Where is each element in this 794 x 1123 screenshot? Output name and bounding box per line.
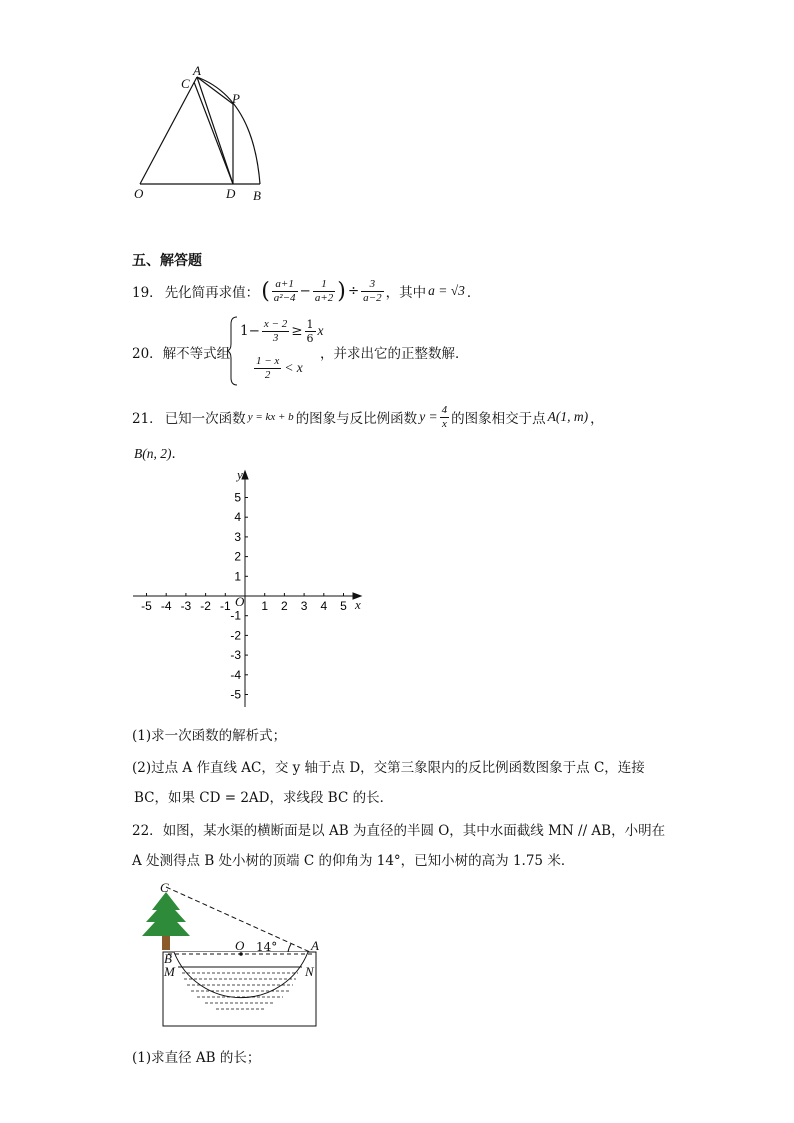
q20-ineq2-frac [254, 355, 281, 382]
fig2-label-N: N [305, 964, 314, 979]
x-tick-label: 5 [340, 599, 347, 613]
q19-number: 19． [132, 285, 163, 301]
fig1-label-P: P [232, 91, 240, 106]
x-tick-label: 3 [300, 599, 308, 613]
q22-line2: A 处测得点 B 处小树的顶端 C 的仰角为 14°，已知小树的高为 1.75 米． [132, 853, 575, 869]
q21-text3: 的图象相交于点 [451, 411, 546, 427]
x-tick-label: 2 [281, 599, 288, 613]
q20-ineq1-var: x [317, 323, 324, 338]
y-tick-label: -5 [230, 687, 241, 702]
fig2-label-M: M [164, 964, 175, 979]
q21-comma: ， [590, 411, 604, 427]
x-tick-label: -4 [160, 599, 172, 613]
fig2-angle: 14° [256, 940, 278, 954]
q22-sub1: (1)求直径 AB 的长； [132, 1050, 261, 1066]
q20-suffix: ，并求出它的正整数解． [320, 346, 469, 362]
origin-label: O [235, 594, 245, 609]
x-tick-label: -5 [141, 599, 152, 613]
paren-open: ( [261, 278, 270, 304]
q20-ineq1-fden: 3 [272, 331, 279, 344]
line-AP [197, 77, 233, 104]
x-tick-label: -3 [180, 599, 192, 613]
question-21 [132, 402, 604, 432]
q22-line1-text: 如图，某水渠的横断面是以 AB 为直径的半圆 O，其中水面截线 MN // AB，小明在 [162, 823, 666, 839]
q20-brace [227, 316, 239, 386]
fig1-label-C: C [181, 76, 190, 91]
q19-prefix: 先化简再求值： [164, 285, 260, 301]
q20-ineq1-rnum: 1 [306, 317, 314, 331]
q21-linear: y = kx + b [247, 411, 294, 423]
q20-ineq2-fnum: 1 − x [256, 354, 280, 367]
q20-ineq1-rfrac [305, 318, 316, 345]
y-tick-label: -4 [230, 667, 241, 682]
question-19 [132, 276, 480, 306]
y-tick-label: -1 [230, 608, 241, 623]
fig2-label-O: O [235, 938, 245, 953]
q21-recip-num: 4 [441, 403, 448, 416]
y-tick-label: 1 [234, 569, 241, 584]
q19-fraction-1 [272, 278, 298, 305]
channel-figure [130, 880, 330, 1030]
line-CD [194, 82, 233, 184]
x-axis-label: x [355, 597, 361, 612]
q21-sub2-line1: (2)过点 A 作直线 AC，交 y 轴于点 D，交第三象限内的反比例函数图象于点 C，连接 [132, 760, 645, 776]
x-tick-label: 4 [320, 599, 328, 613]
q20-inequality-2 [254, 353, 303, 383]
q21-recip-frac [440, 404, 450, 431]
q19-f2-num: 1 [313, 278, 335, 292]
q21-line2 [134, 442, 185, 462]
q20-ineq1-fnum: x − 2 [263, 317, 288, 330]
q19-f2-den: a+2 [314, 291, 334, 304]
q19-f3-den: a−2 [363, 291, 382, 304]
q20-ineq1-rden: 6 [306, 331, 314, 345]
q20-ineq1-rel: ≥ [291, 323, 303, 339]
y-tick-label: 3 [234, 529, 241, 544]
q21-number: 21． [132, 411, 163, 427]
fig2-label-C: C [160, 880, 169, 895]
y-tick-label: 2 [234, 549, 241, 564]
angle-arc [288, 944, 291, 952]
q19-suffix: ，其中 [385, 285, 427, 301]
q21-recip-y: y = [419, 409, 438, 424]
line-OA [140, 77, 197, 184]
q21-sub1: (1)求一次函数的解析式； [132, 728, 287, 744]
x-tick-label: -2 [200, 599, 211, 613]
q21-text1: 已知一次函数 [164, 411, 246, 427]
y-axis-label: y [237, 467, 243, 482]
fig1-label-B: B [253, 188, 261, 203]
y-tick-label: 4 [234, 510, 241, 525]
q19-f1-den: a²−4 [273, 291, 296, 304]
y-tick-label: -3 [230, 648, 241, 663]
q19-fraction-3 [361, 278, 383, 305]
fig1-label-D: D [226, 186, 236, 201]
q19-f3-num: 3 [361, 278, 383, 292]
q21-pointB: B(n, 2) [134, 446, 172, 461]
fig2-label-B: B [164, 951, 172, 966]
q20-ineq1-left: 1− [240, 323, 260, 339]
q19-div: ÷ [347, 283, 360, 299]
q20-ineq2-rel: < x [284, 360, 303, 375]
q20-number-prefix [132, 342, 230, 362]
y-tick-label: -2 [230, 628, 241, 643]
arc-AB [197, 77, 260, 184]
y-tick-label: 5 [234, 490, 241, 505]
fig1-label-O: O [134, 186, 144, 201]
q20-ineq1-frac [262, 318, 289, 345]
x-tick-label: -1 [219, 599, 231, 613]
q20-prefix: 解不等式组 [162, 346, 231, 362]
section-heading: 五、解答题 [132, 253, 202, 269]
tree-icon [142, 892, 190, 950]
q21-pointA: A(1, m) [547, 409, 589, 424]
x-tick-label: 1 [261, 599, 269, 613]
q21-end: ． [171, 446, 185, 462]
q19-minus: − [299, 283, 311, 299]
q22-line1 [132, 819, 665, 839]
coordinate-axes [125, 465, 375, 715]
q21-sub2-line2: BC，如果 CD = 2AD，求线段 BC 的长． [134, 790, 394, 806]
q19-end: ． [466, 285, 481, 301]
q20-number: 20． [132, 346, 163, 362]
line-AD [197, 77, 233, 184]
q22-number: 22． [132, 823, 163, 839]
fig2-label-A: A [311, 938, 319, 953]
q19-f1-num: a+1 [272, 278, 298, 292]
q19-fraction-2 [313, 278, 335, 305]
q21-recip-den: x [441, 417, 447, 430]
fig1-label-A: A [193, 63, 201, 78]
paren-close: ) [337, 278, 346, 304]
geometry-figure-sector [125, 60, 275, 205]
q20-inequality-1 [240, 316, 324, 346]
q20-ineq2-fden: 2 [264, 368, 271, 381]
q21-text2: 的图象与反比例函数 [295, 411, 418, 427]
q19-condition: a = √3 [428, 283, 465, 298]
